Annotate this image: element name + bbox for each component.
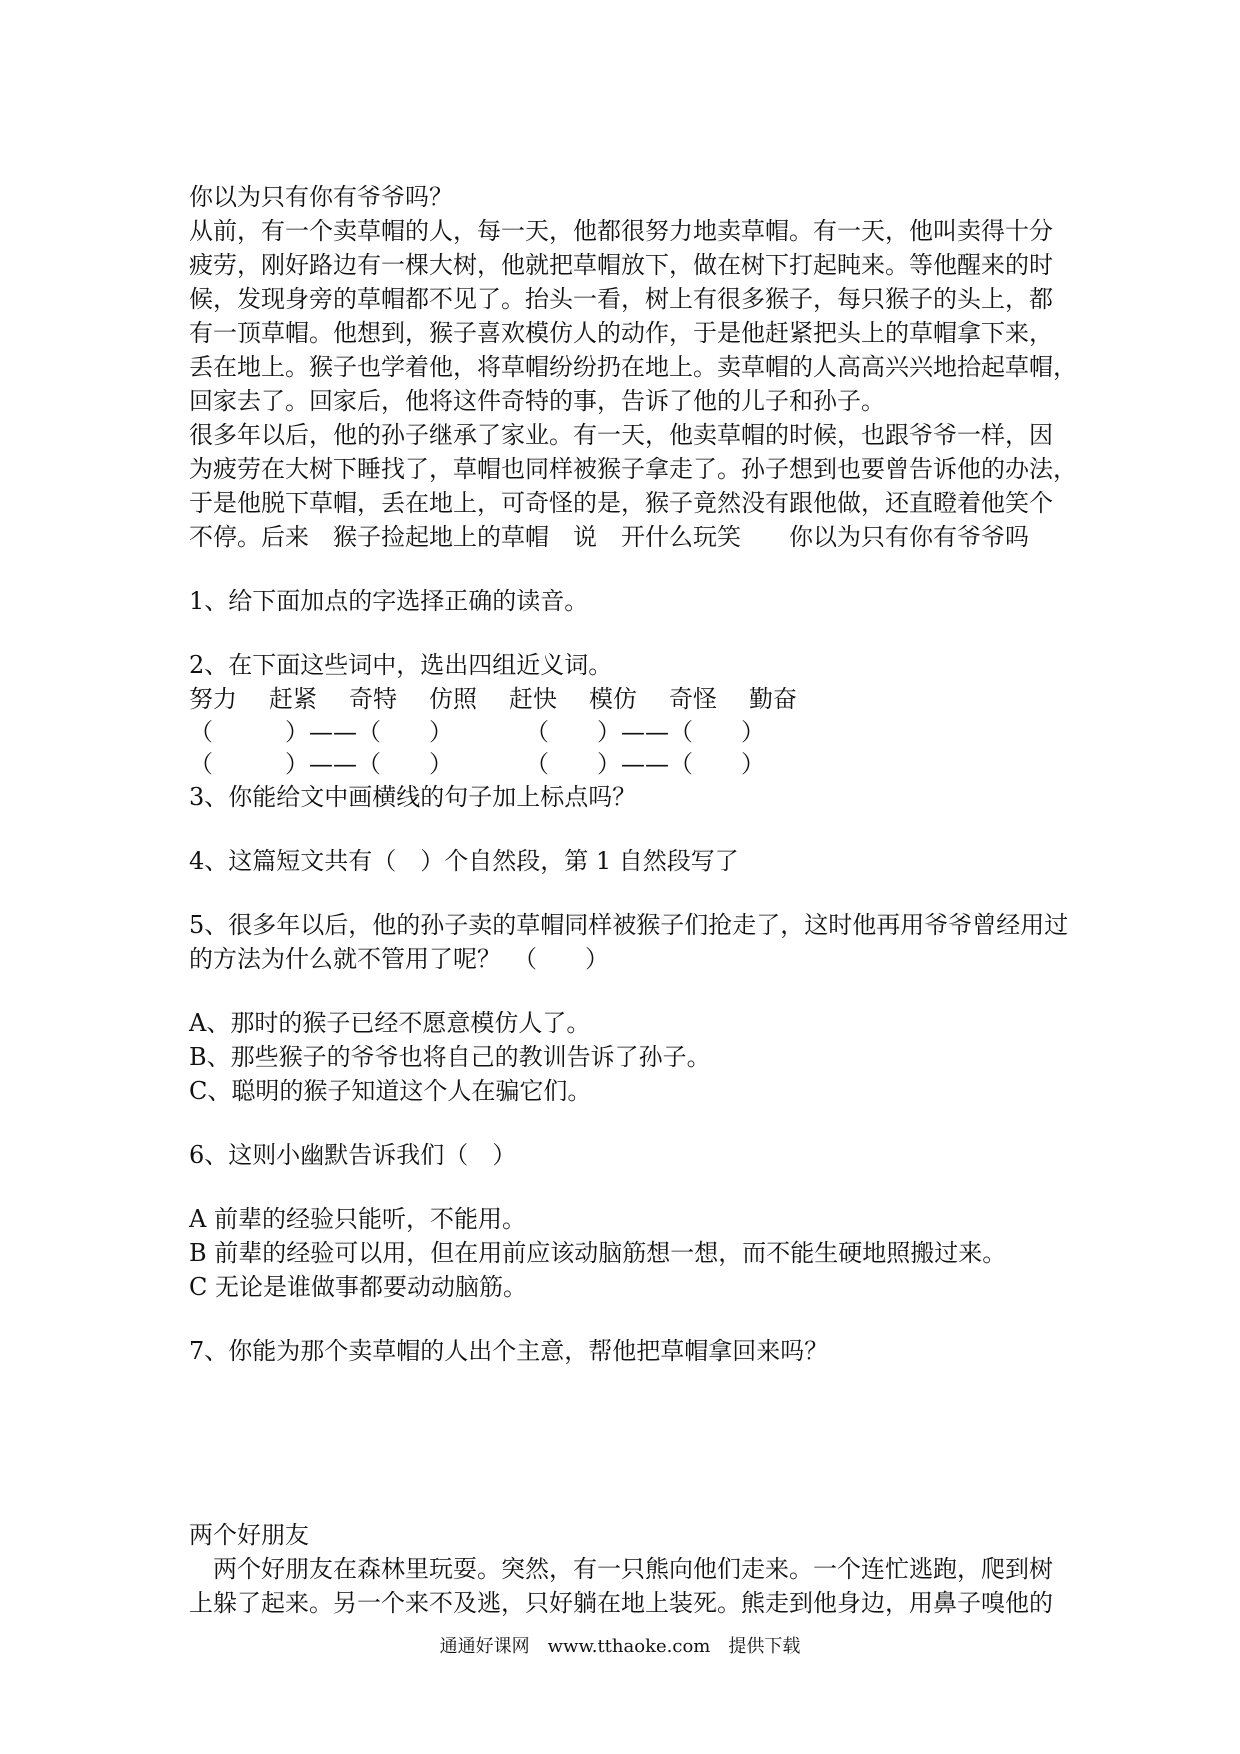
option-c: C、聪明的猴子知道这个人在骗它们。	[189, 1077, 592, 1105]
story1-line: 候，发现身旁的草帽都不见了。抬头一看，树上有很多猴子，每只猴子的头上，都	[189, 285, 1053, 313]
story1-line: 于是他脱下草帽，丢在地上，可奇怪的是，猴子竟然没有跟他做，还直瞪着他笑个	[189, 489, 1053, 517]
word: 勤奋	[749, 685, 797, 713]
option-a: A 前辈的经验只能听，不能用。	[189, 1205, 526, 1233]
synonym-word-list	[189, 682, 1069, 716]
word: 努力	[189, 685, 237, 713]
option-a: A、那时的猴子已经不愿意模仿人了。	[189, 1009, 591, 1037]
story1-body	[189, 214, 1077, 554]
story1-line: 疲劳，刚好路边有一棵大树，他就把草帽放下，做在树下打起盹来。等他醒来的时	[189, 251, 1053, 279]
story1-title: 你以为只有你有爷爷吗？	[189, 183, 453, 211]
question-6: 6、这则小幽默告诉我们（ ）	[189, 1141, 517, 1169]
word: 赶紧	[269, 685, 317, 713]
story2-title: 两个好朋友	[189, 1521, 309, 1549]
story1-line: 丢在地上。猴子也学着他，将草帽纷纷扔在地上。卖草帽的人高高兴兴地拾起草帽，	[189, 353, 1077, 381]
question-2: 2、在下面这些词中，选出四组近义词。	[189, 651, 613, 679]
word: 奇特	[349, 685, 397, 713]
worksheet-page	[189, 180, 1077, 1620]
question-5-cont: 的方法为什么就不管用了呢？ （ ）	[189, 945, 609, 973]
question-4: 4、这篇短文共有（ ）个自然段，第 1 自然段写了	[189, 847, 739, 875]
story1-line: 很多年以后，他的孙子继承了家业。有一天，他卖草帽的时候，也跟爷爷一样，因	[189, 421, 1053, 449]
story2-line: 两个好朋友在森林里玩耍。突然，有一只熊向他们走来。一个连忙逃跑，爬到树	[189, 1555, 1053, 1583]
word: 赶快	[509, 685, 557, 713]
question-7: 7、你能为那个卖草帽的人出个主意，帮他把草帽拿回来吗？	[189, 1337, 829, 1365]
answer-blank-row[interactable]: （ ）——（ ） （ ）——（ ）	[189, 718, 765, 746]
word: 奇怪	[669, 685, 717, 713]
option-b: B、那些猴子的爷爷也将自己的教训告诉了孙子。	[189, 1043, 711, 1071]
story2-line: 上躲了起来。另一个来不及逃，只好躺在地上装死。熊走到他身边，用鼻子嗅他的	[189, 1589, 1053, 1617]
question-3: 3、你能给文中画横线的句子加上标点吗？	[189, 783, 637, 811]
footer-credit: 通通好课网 www.tthaoke.com 提供下载	[439, 1636, 801, 1657]
word: 仿照	[429, 685, 477, 713]
question-5: 5、很多年以后，他的孙子卖的草帽同样被猴子们抢走了，这时他再用爷爷曾经用过	[189, 911, 1069, 939]
story1-line: 从前，有一个卖草帽的人，每一天，他都很努力地卖草帽。有一天，他叫卖得十分	[189, 217, 1053, 245]
question-1: 1、给下面加点的字选择正确的读音。	[189, 587, 589, 615]
answer-blank-row[interactable]: （ ）——（ ） （ ）——（ ）	[189, 750, 765, 778]
option-c: C 无论是谁做事都要动动脑筋。	[189, 1273, 527, 1301]
story1-line: 有一顶草帽。他想到，猴子喜欢模仿人的动作，于是他赶紧把头上的草帽拿下来，	[189, 319, 1053, 347]
story1-line: 回家去了。回家后，他将这件奇特的事，告诉了他的儿子和孙子。	[189, 387, 885, 415]
story1-line: 为疲劳在大树下睡找了，草帽也同样被猴子拿走了。孙子想到也要曾告诉他的办法，	[189, 455, 1077, 483]
option-b: B 前辈的经验可以用，但在用前应该动脑筋想一想，而不能生硬地照搬过来。	[189, 1239, 1007, 1267]
word: 模仿	[589, 685, 637, 713]
story1-line: 不停。后来 猴子捡起地上的草帽 说 开什么玩笑 你以为只有你有爷爷吗	[189, 523, 1029, 551]
